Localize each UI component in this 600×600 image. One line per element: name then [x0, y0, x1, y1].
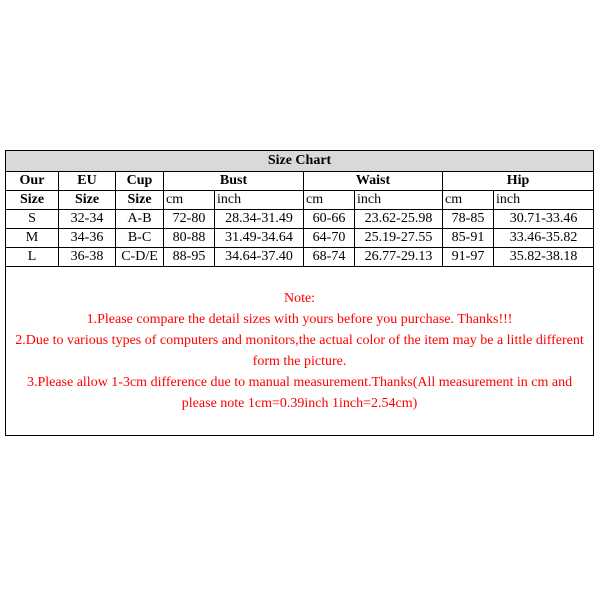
note-cell: [6, 267, 594, 436]
cell-hip-cm: 85-91: [443, 229, 494, 248]
header-cup-size-2: Size: [116, 191, 164, 210]
cell-waist-cm: 64-70: [304, 229, 355, 248]
unit-waist-inch: inch: [355, 191, 443, 210]
header-our-size-1: Our: [6, 172, 59, 191]
unit-bust-inch: inch: [215, 191, 304, 210]
cell-eu-size: 34-36: [59, 229, 116, 248]
cell-hip-cm: 91-97: [443, 248, 494, 267]
cell-waist-inch: 26.77-29.13: [355, 248, 443, 267]
table-row: [6, 248, 594, 267]
header-hip: Hip: [443, 172, 594, 191]
cell-bust-cm: 80-88: [164, 229, 215, 248]
cell-eu-size: 36-38: [59, 248, 116, 267]
note-line-2: 2.Due to various types of computers and monitors,the actual color of the item may be a little different form the picture.: [15, 333, 584, 369]
unit-bust-cm: cm: [164, 191, 215, 210]
cell-eu-size: 32-34: [59, 210, 116, 229]
cell-bust-inch: 31.49-34.64: [215, 229, 304, 248]
cell-hip-inch: 30.71-33.46: [494, 210, 594, 229]
header-cup-size-1: Cup: [116, 172, 164, 191]
cell-hip-cm: 78-85: [443, 210, 494, 229]
note-line-1: 1.Please compare the detail sizes with yours before you purchase. Thanks!!!: [86, 312, 513, 327]
header-eu-size-2: Size: [59, 191, 116, 210]
table-row: [6, 210, 594, 229]
note-heading: Note:: [283, 291, 316, 306]
cell-our-size: L: [6, 248, 59, 267]
chart-title: Size Chart: [6, 151, 594, 172]
header-row-2: [6, 191, 594, 210]
cell-hip-inch: 33.46-35.82: [494, 229, 594, 248]
note-line-3: 3.Please allow 1-3cm difference due to manual measurement.Thanks(All measurement in cm and please note 1cm=0.39inch 1inch=2.54cm): [26, 375, 573, 411]
header-our-size-2: Size: [6, 191, 59, 210]
cell-waist-inch: 25.19-27.55: [355, 229, 443, 248]
cell-bust-cm: 72-80: [164, 210, 215, 229]
cell-bust-inch: 34.64-37.40: [215, 248, 304, 267]
size-chart-table: [5, 150, 594, 436]
cell-our-size: M: [6, 229, 59, 248]
header-row-1: [6, 172, 594, 191]
note-row: [6, 267, 594, 436]
unit-hip-inch: inch: [494, 191, 594, 210]
header-waist: Waist: [304, 172, 443, 191]
cell-bust-inch: 28.34-31.49: [215, 210, 304, 229]
cell-cup-size: A-B: [116, 210, 164, 229]
cell-our-size: S: [6, 210, 59, 229]
title-row: [6, 151, 594, 172]
cell-bust-cm: 88-95: [164, 248, 215, 267]
cell-waist-cm: 68-74: [304, 248, 355, 267]
cell-cup-size: B-C: [116, 229, 164, 248]
cell-waist-inch: 23.62-25.98: [355, 210, 443, 229]
unit-hip-cm: cm: [443, 191, 494, 210]
header-eu-size-1: EU: [59, 172, 116, 191]
unit-waist-cm: cm: [304, 191, 355, 210]
cell-hip-inch: 35.82-38.18: [494, 248, 594, 267]
cell-cup-size: C-D/E: [116, 248, 164, 267]
cell-waist-cm: 60-66: [304, 210, 355, 229]
table-row: [6, 229, 594, 248]
header-bust: Bust: [164, 172, 304, 191]
